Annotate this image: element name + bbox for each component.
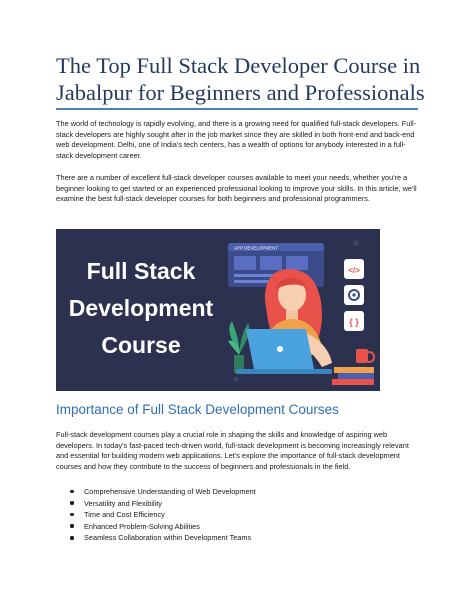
list-item <box>70 532 256 544</box>
plant-icon <box>228 321 249 373</box>
page-title: The Top Full Stack Developer Course in Jabalpur for Beginners and Professionals <box>56 53 425 105</box>
list-item-text: Versatility and Flexibility <box>84 498 162 508</box>
section-paragraph: Full-stack development courses play a crucial role in shaping the skills and knowledge of aspiring web developers. In today's fast-paced tech-driven world, full-stack development is becoming increasingly relevant and essential for building modern web applications. Let's explore the importance of full-stack development courses and how they contribute to the success of beginners and professionals in the field. <box>56 430 409 472</box>
gear-icon <box>344 285 364 305</box>
banner-line-3: Course <box>101 332 181 358</box>
bullet-icon <box>70 513 74 517</box>
bullet-icon <box>70 490 74 494</box>
list-item <box>70 498 256 510</box>
svg-text:</>: </> <box>348 266 360 275</box>
benefits-list <box>70 486 256 544</box>
section-heading: Importance of Full Stack Development Courses <box>56 402 339 417</box>
bullet-icon <box>70 524 74 528</box>
list-item <box>70 486 256 498</box>
bullet-icon <box>70 536 74 540</box>
braces-icon <box>344 311 364 331</box>
code-tag-icon <box>344 259 364 279</box>
svg-text:{ }: { } <box>349 317 359 327</box>
title-divider <box>56 108 418 110</box>
mug-icon <box>356 349 374 363</box>
list-item <box>70 521 256 533</box>
books-icon <box>332 367 374 385</box>
list-item-text: Seamless Collaboration within Development Teams <box>84 533 252 543</box>
list-item <box>70 509 256 521</box>
intro-paragraph-2: There are a number of excellent full-stack developer courses available to meet your needs, whether you're a beginner looking to get started or an experienced professional looking to improve your skills. In this article, we'll examine the best full-stack developer courses for both beginners and professional programmers. <box>56 173 417 204</box>
intro-paragraph-1: The world of technology is rapidly evolving, and there is a growing need for qualified full-stack developers. Full-stack developers are highly sought after in the job market since they are skilled in both front-end and back-end web development. Delhi, one of India's tech centers, has a wealth of options for anybody interested in a full-stack development career. <box>56 119 417 161</box>
list-item-text: Enhanced Problem-Solving Abilities <box>84 521 200 531</box>
panel-label: APP DEVELOPMENT <box>234 245 279 251</box>
list-item-text: Time and Cost Efficiency <box>84 510 165 520</box>
bullet-icon <box>70 501 74 505</box>
banner-line-2: Development <box>68 295 214 321</box>
list-item-text: Comprehensive Understanding of Web Development <box>84 487 256 496</box>
banner-heading <box>56 253 226 364</box>
banner-line-1: Full Stack <box>86 258 196 284</box>
course-banner-image <box>56 229 380 391</box>
